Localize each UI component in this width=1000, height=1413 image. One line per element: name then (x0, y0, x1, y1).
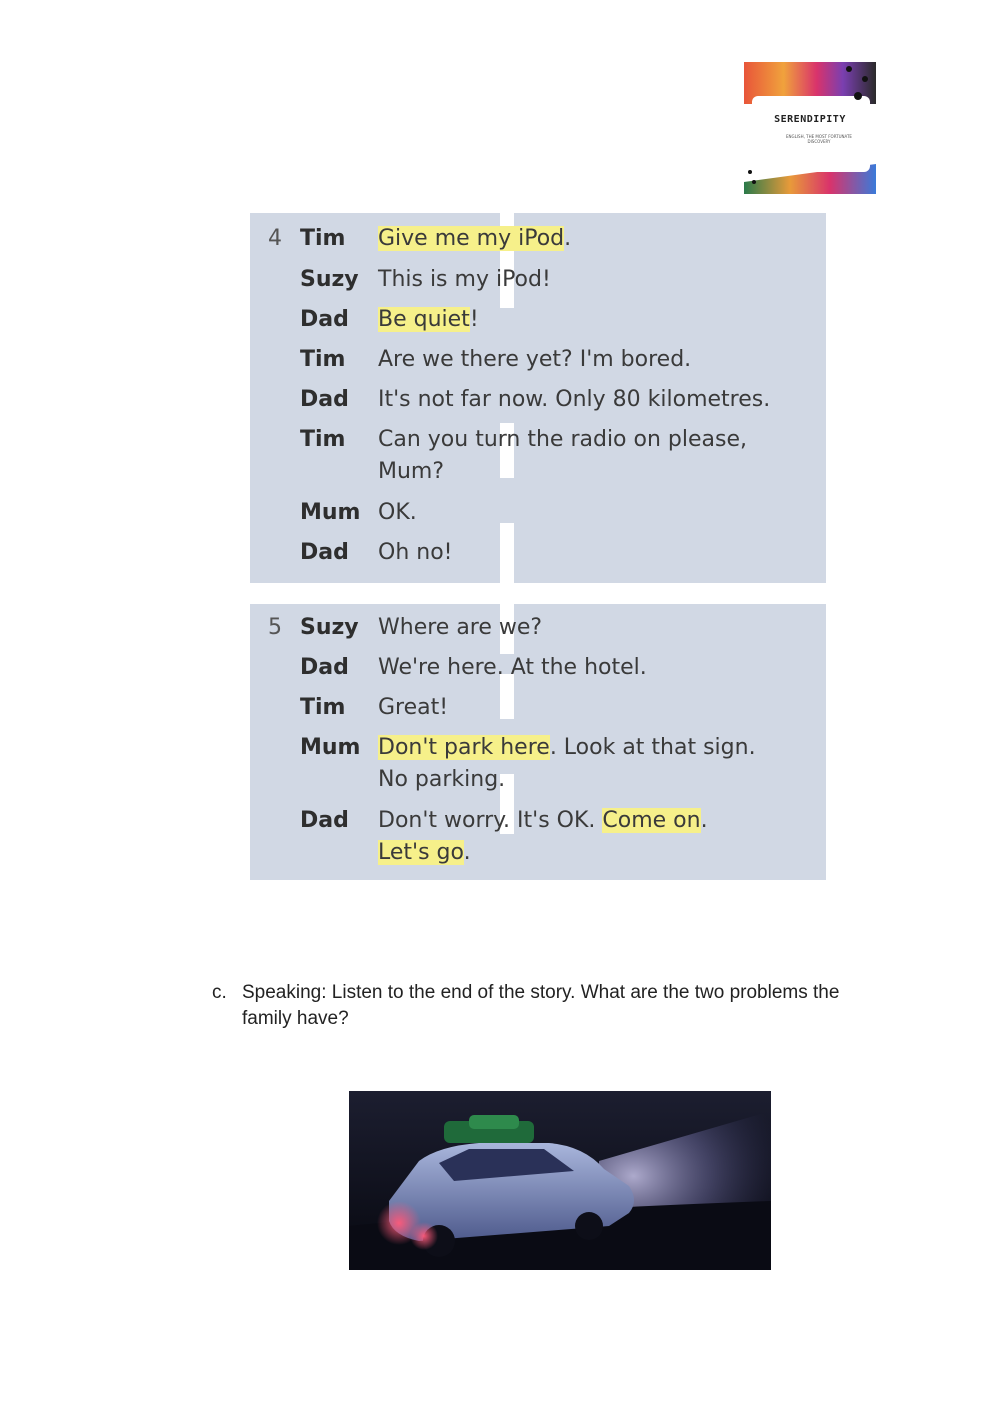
dialogue-line (378, 384, 818, 416)
logo-dot (748, 170, 752, 174)
line-text-segment: Great! (378, 695, 449, 720)
speaker-name: Tim (300, 347, 346, 372)
dialogue-line (378, 652, 818, 684)
line-text-segment: It's not far now. Only 80 kilometres. (378, 387, 771, 412)
line-continuation: No parking. (378, 767, 506, 792)
line-continuation: Mum? (378, 459, 445, 484)
question-text: Speaking: Listen to the end of the story. What are the two problems the family have? (242, 982, 840, 1029)
comic-panel-4 (250, 213, 826, 583)
car-wheel (575, 1212, 603, 1240)
speaker-name: Suzy (300, 267, 359, 292)
serendipity-logo (744, 62, 876, 194)
logo-brand-text: SERENDIPITY (774, 114, 846, 125)
line-text-segment: Are we there yet? I'm bored. (378, 347, 692, 372)
line-text-segment: This is my iPod! (378, 267, 551, 292)
logo-dot (862, 76, 868, 82)
dialogue-line (378, 805, 818, 869)
line-text-segment: ! (469, 307, 479, 332)
logo-dot (846, 66, 852, 72)
speaker-name: Dad (300, 307, 349, 332)
logo-dot (752, 180, 756, 184)
dialogue-line (378, 692, 818, 724)
dialogue-line (378, 612, 818, 644)
speaker-name: Dad (300, 540, 349, 565)
night-car-svg (349, 1091, 771, 1270)
logo-tagline: ENGLISH, THE MOST FORTUNATE DISCOVERY (786, 134, 852, 144)
line-text-segment: . Look at that sign. (549, 735, 756, 760)
line-text-segment: . (564, 226, 572, 251)
line-text-segment: OK. (378, 500, 417, 525)
speaker-name: Tim (300, 427, 346, 452)
roof-luggage (469, 1115, 519, 1129)
highlighted-phrase: Don't park here (378, 735, 550, 760)
panel-number: 4 (268, 226, 282, 251)
speaker-name: Dad (300, 808, 349, 833)
line-text-segment: We're here. At the hotel. (378, 655, 647, 680)
tail-light-glow (410, 1222, 438, 1250)
dialogue-line (378, 424, 818, 488)
line-text-segment: Where are we? (378, 615, 543, 640)
line-text-segment: Don't worry. It's OK. (378, 808, 603, 833)
highlighted-phrase: Come on (602, 808, 701, 833)
speaker-name: Mum (300, 735, 361, 760)
line-text-segment: Can you turn the radio on please, (378, 427, 747, 452)
dialogue-line (378, 304, 818, 336)
night-car-illustration (349, 1091, 771, 1270)
highlighted-phrase: Give me my iPod (378, 226, 565, 251)
speaker-name: Suzy (300, 615, 359, 640)
dialogue-line (378, 264, 818, 296)
dialogue-line (378, 223, 818, 255)
dialogue-line (378, 537, 818, 569)
dialogue-line (378, 497, 818, 529)
speaker-name: Dad (300, 387, 349, 412)
question-marker: c. (212, 982, 227, 1003)
dialogue-line (378, 344, 818, 376)
highlighted-phrase: Let's go (378, 840, 464, 865)
speaker-name: Tim (300, 695, 346, 720)
panel-number: 5 (268, 615, 282, 640)
line-text-segment: . (463, 840, 471, 865)
line-text-segment: Oh no! (378, 540, 453, 565)
line-text-segment: . (700, 808, 708, 833)
speaker-name: Mum (300, 500, 361, 525)
dialogue-line (378, 732, 818, 796)
speaker-name: Dad (300, 655, 349, 680)
comic-panel-5 (250, 604, 826, 880)
highlighted-phrase: Be quiet (378, 307, 470, 332)
speaker-name: Tim (300, 226, 346, 251)
logo-dot (854, 92, 862, 100)
